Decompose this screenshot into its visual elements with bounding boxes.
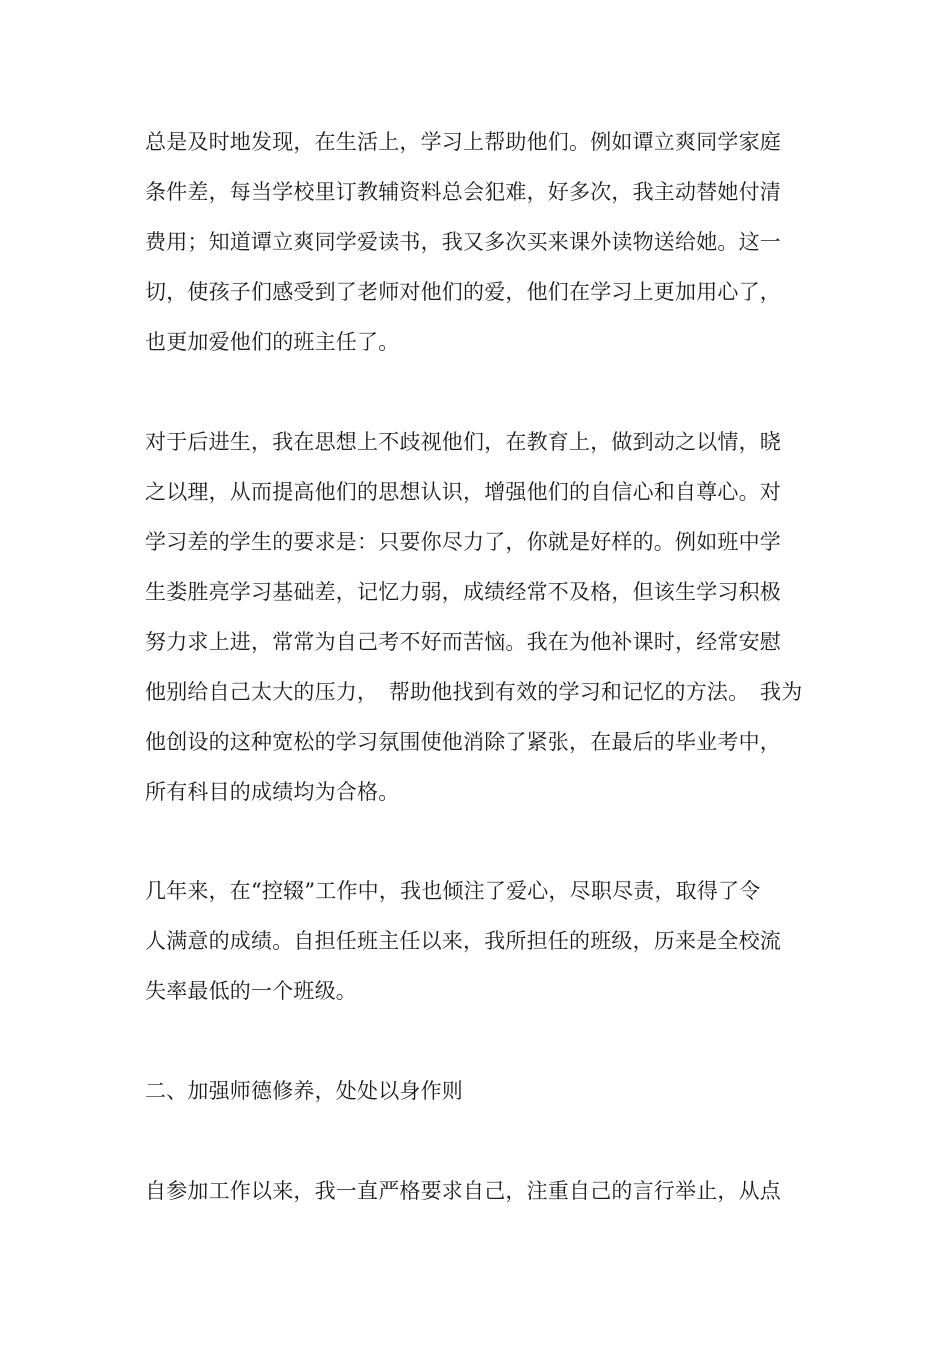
- text-line: 几年来，在“控辍”工作中，我也倾注了爱心，尽职尽责，取得了令: [145, 879, 761, 903]
- text-line: 学习差的学生的要求是：只要你尽力了，你就是好样的。例如班中学: [145, 530, 781, 554]
- text-line: 失率最低的一个班级。: [145, 979, 357, 1003]
- text-line: 所有科目的成绩均为合格。: [145, 780, 400, 804]
- text-line: 生娄胜亮学习基础差，记忆力弱，成绩经常不及格，但该生学习积极: [145, 580, 781, 604]
- text-line: 自参加工作以来，我一直严格要求自己，注重自己的言行举止，从点: [145, 1179, 781, 1203]
- text-line: 之以理，从而提高他们的思想认识，增强他们的自信心和自尊心。对: [145, 480, 781, 504]
- section-heading: 二、加强师德修养，处处以身作则: [145, 1079, 463, 1103]
- text-line: 总是及时地发现，在生活上，学习上帮助他们。例如谭立爽同学家庭: [145, 130, 781, 154]
- text-line: 对于后进生，我在思想上不歧视他们，在教育上，做到动之以情，晓: [145, 430, 781, 454]
- text-line: 他别给自己太大的压力， 帮助他找到有效的学习和记忆的方法。 我为: [145, 680, 803, 704]
- text-line: 努力求上进，常常为自己考不好而苦恼。我在为他补课时，经常安慰: [145, 630, 781, 654]
- text-line: 他创设的这种宽松的学习氛围使他消除了紧张，在最后的毕业考中，: [145, 730, 781, 754]
- text-line: 切，使孩子们感受到了老师对他们的爱，他们在学习上更加用心了，: [145, 280, 781, 304]
- text-line: 人满意的成绩。自担任班主任以来，我所担任的班级，历来是全校流: [145, 929, 781, 953]
- text-line: 也更加爱他们的班主任了。: [145, 330, 400, 354]
- text-line: 条件差，每当学校里订教辅资料总会犯难，好多次，我主动替她付清: [145, 180, 781, 204]
- text-line: 费用；知道谭立爽同学爱读书，我又多次买来课外读物送给她。这一: [145, 230, 781, 254]
